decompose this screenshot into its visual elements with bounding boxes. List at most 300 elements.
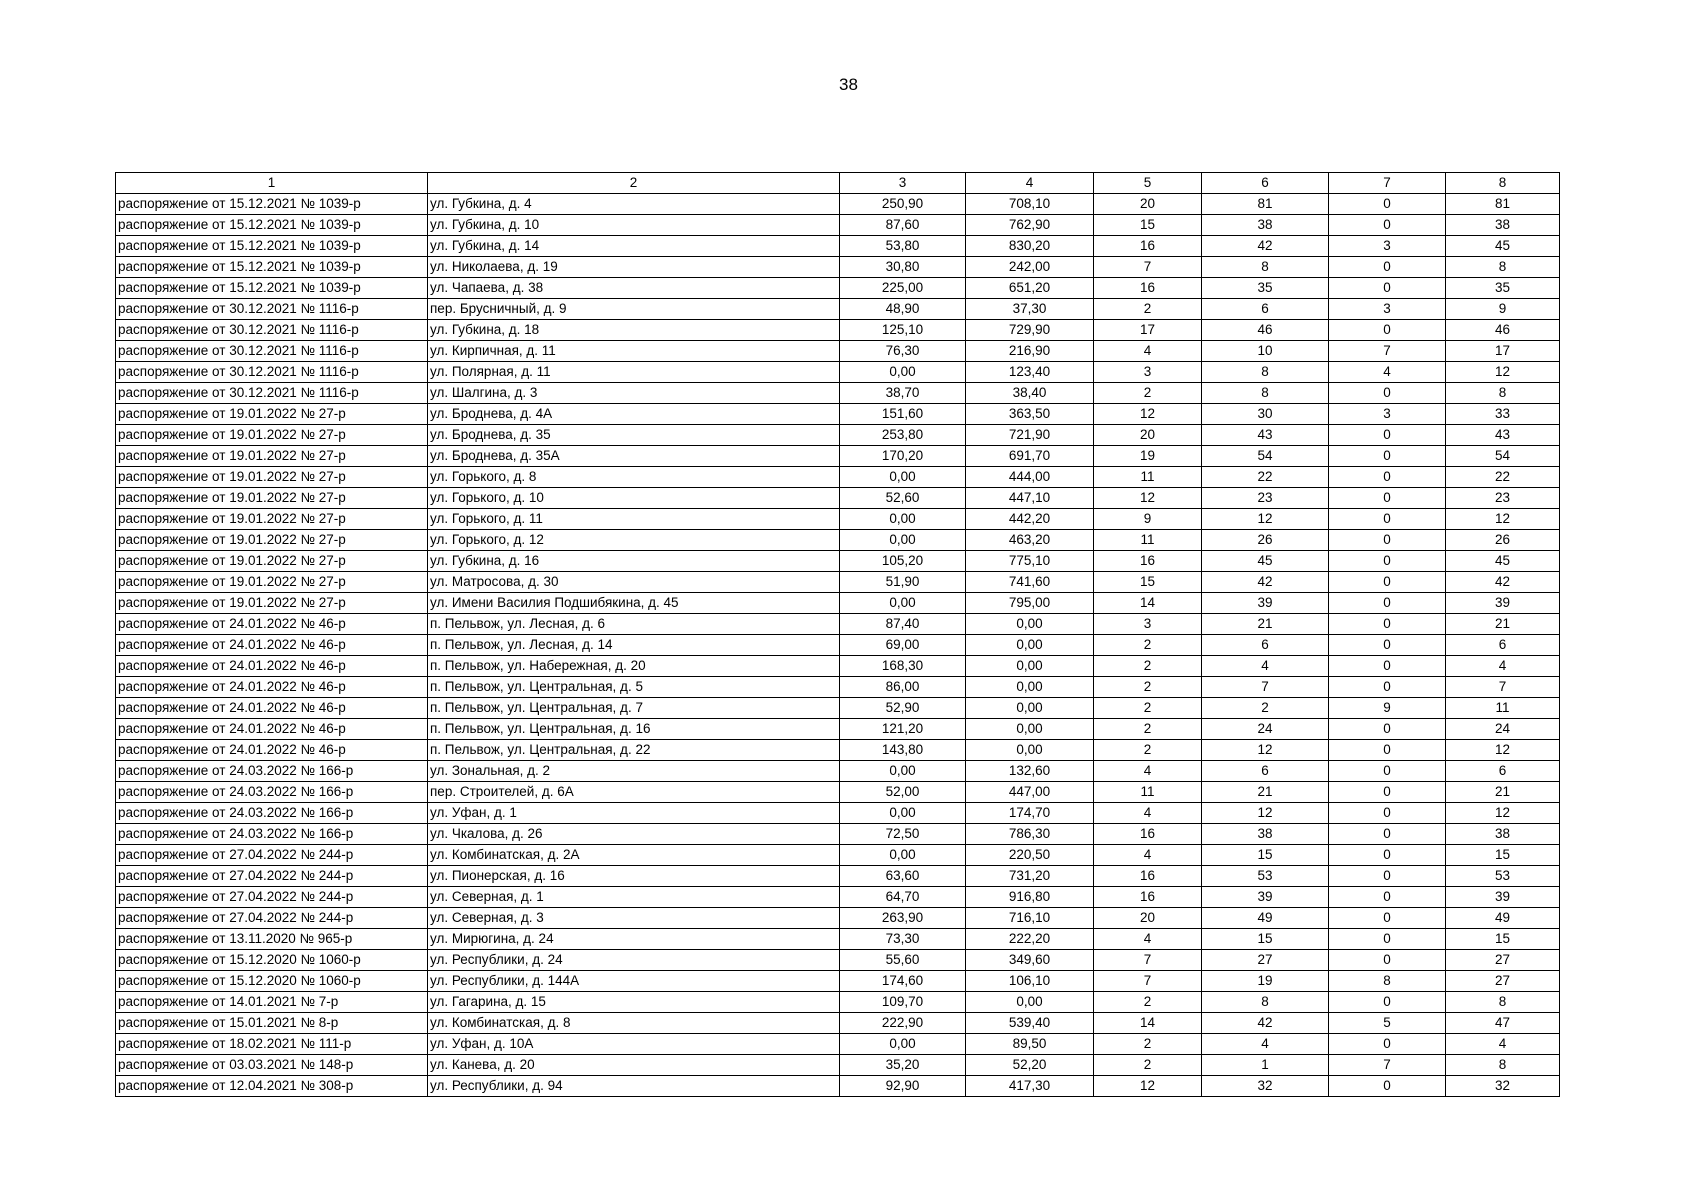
address-cell: ул. Губкина, д. 10 (428, 215, 840, 236)
table-row (116, 362, 1560, 383)
table-row (116, 488, 1560, 509)
value-cell: 51,90 (840, 572, 966, 593)
value-cell: 76,30 (840, 341, 966, 362)
address-cell: ул. Республики, д. 24 (428, 950, 840, 971)
document-cell: распоряжение от 18.02.2021 № 111-р (116, 1034, 428, 1055)
value-cell: 81 (1446, 194, 1560, 215)
value-cell: 12 (1202, 740, 1329, 761)
address-cell: ул. Уфан, д. 10А (428, 1034, 840, 1055)
value-cell: 0,00 (966, 677, 1094, 698)
value-cell: 8 (1202, 383, 1329, 404)
value-cell: 52,60 (840, 488, 966, 509)
document-cell: распоряжение от 19.01.2022 № 27-р (116, 551, 428, 572)
value-cell: 22 (1446, 467, 1560, 488)
value-cell: 11 (1446, 698, 1560, 719)
value-cell: 12 (1446, 362, 1560, 383)
value-cell: 0,00 (840, 509, 966, 530)
value-cell: 363,50 (966, 404, 1094, 425)
value-cell: 20 (1094, 194, 1202, 215)
value-cell: 12 (1446, 740, 1560, 761)
value-cell: 2 (1094, 635, 1202, 656)
value-cell: 6 (1446, 761, 1560, 782)
value-cell: 417,30 (966, 1076, 1094, 1097)
value-cell: 47 (1446, 1013, 1560, 1034)
table-row (116, 908, 1560, 929)
address-cell: ул. Северная, д. 1 (428, 887, 840, 908)
value-cell: 12 (1094, 1076, 1202, 1097)
value-cell: 23 (1446, 488, 1560, 509)
value-cell: 786,30 (966, 824, 1094, 845)
table-row (116, 824, 1560, 845)
value-cell: 35,20 (840, 1055, 966, 1076)
table-row (116, 887, 1560, 908)
value-cell: 73,30 (840, 929, 966, 950)
value-cell: 23 (1202, 488, 1329, 509)
value-cell: 3 (1094, 614, 1202, 635)
value-cell: 0 (1329, 551, 1446, 572)
value-cell: 8 (1329, 971, 1446, 992)
value-cell: 38 (1202, 824, 1329, 845)
address-cell: ул. Канева, д. 20 (428, 1055, 840, 1076)
document-cell: распоряжение от 24.01.2022 № 46-р (116, 740, 428, 761)
value-cell: 4 (1094, 341, 1202, 362)
value-cell: 39 (1202, 593, 1329, 614)
value-cell: 0 (1329, 929, 1446, 950)
address-cell: ул. Чкалова, д. 26 (428, 824, 840, 845)
value-cell: 2 (1094, 656, 1202, 677)
value-cell: 15 (1446, 929, 1560, 950)
document-cell: распоряжение от 24.01.2022 № 46-р (116, 614, 428, 635)
value-cell: 7 (1094, 257, 1202, 278)
value-cell: 4 (1094, 929, 1202, 950)
value-cell: 0 (1329, 1076, 1446, 1097)
document-cell: распоряжение от 27.04.2022 № 244-р (116, 908, 428, 929)
value-cell: 69,00 (840, 635, 966, 656)
value-cell: 39 (1446, 593, 1560, 614)
table-row (116, 1076, 1560, 1097)
value-cell: 729,90 (966, 320, 1094, 341)
value-cell: 0,00 (966, 614, 1094, 635)
value-cell: 15 (1094, 215, 1202, 236)
value-cell: 24 (1446, 719, 1560, 740)
value-cell: 447,00 (966, 782, 1094, 803)
document-cell: распоряжение от 12.04.2021 № 308-р (116, 1076, 428, 1097)
address-cell: ул. Республики, д. 94 (428, 1076, 840, 1097)
value-cell: 0 (1329, 1034, 1446, 1055)
value-cell: 16 (1094, 887, 1202, 908)
address-cell: ул. Матросова, д. 30 (428, 572, 840, 593)
document-cell: распоряжение от 24.01.2022 № 46-р (116, 677, 428, 698)
address-cell: п. Пельвож, ул. Центральная, д. 5 (428, 677, 840, 698)
address-cell: ул. Горького, д. 11 (428, 509, 840, 530)
value-cell: 64,70 (840, 887, 966, 908)
table-row (116, 236, 1560, 257)
value-cell: 17 (1446, 341, 1560, 362)
value-cell: 2 (1094, 992, 1202, 1013)
page-number: 38 (839, 75, 858, 94)
value-cell: 830,20 (966, 236, 1094, 257)
address-cell: ул. Николаева, д. 19 (428, 257, 840, 278)
value-cell: 11 (1094, 782, 1202, 803)
address-cell: ул. Северная, д. 3 (428, 908, 840, 929)
value-cell: 86,00 (840, 677, 966, 698)
value-cell: 9 (1446, 299, 1560, 320)
table-row (116, 761, 1560, 782)
address-cell: п. Пельвож, ул. Набережная, д. 20 (428, 656, 840, 677)
value-cell: 39 (1202, 887, 1329, 908)
value-cell: 12 (1446, 509, 1560, 530)
value-cell: 7 (1094, 950, 1202, 971)
value-cell: 0,00 (840, 467, 966, 488)
value-cell: 2 (1094, 677, 1202, 698)
value-cell: 43 (1446, 425, 1560, 446)
value-cell: 0,00 (966, 698, 1094, 719)
value-cell: 9 (1329, 698, 1446, 719)
value-cell: 54 (1202, 446, 1329, 467)
value-cell: 4 (1446, 656, 1560, 677)
document-cell: распоряжение от 24.03.2022 № 166-р (116, 824, 428, 845)
value-cell: 20 (1094, 908, 1202, 929)
table-row (116, 1034, 1560, 1055)
column-header: 5 (1094, 173, 1202, 194)
value-cell: 87,40 (840, 614, 966, 635)
address-cell: ул. Горького, д. 12 (428, 530, 840, 551)
value-cell: 0 (1329, 677, 1446, 698)
value-cell: 45 (1446, 551, 1560, 572)
value-cell: 10 (1202, 341, 1329, 362)
table-row (116, 530, 1560, 551)
value-cell: 45 (1446, 236, 1560, 257)
value-cell: 8 (1202, 362, 1329, 383)
value-cell: 53 (1446, 866, 1560, 887)
table-row (116, 845, 1560, 866)
address-cell: ул. Полярная, д. 11 (428, 362, 840, 383)
document-cell: распоряжение от 30.12.2021 № 1116-р (116, 320, 428, 341)
address-cell: ул. Комбинатская, д. 8 (428, 1013, 840, 1034)
document-cell: распоряжение от 15.12.2021 № 1039-р (116, 236, 428, 257)
value-cell: 444,00 (966, 467, 1094, 488)
address-cell: ул. Броднева, д. 35А (428, 446, 840, 467)
value-cell: 17 (1094, 320, 1202, 341)
table-row (116, 383, 1560, 404)
column-header: 2 (428, 173, 840, 194)
table-row (116, 677, 1560, 698)
value-cell: 0 (1329, 908, 1446, 929)
value-cell: 0 (1329, 467, 1446, 488)
value-cell: 0 (1329, 740, 1446, 761)
document-cell: распоряжение от 30.12.2021 № 1116-р (116, 299, 428, 320)
value-cell: 0 (1329, 572, 1446, 593)
document-cell: распоряжение от 19.01.2022 № 27-р (116, 572, 428, 593)
value-cell: 16 (1094, 278, 1202, 299)
value-cell: 63,60 (840, 866, 966, 887)
value-cell: 0 (1329, 992, 1446, 1013)
value-cell: 46 (1446, 320, 1560, 341)
value-cell: 33 (1446, 404, 1560, 425)
value-cell: 0 (1329, 824, 1446, 845)
value-cell: 35 (1446, 278, 1560, 299)
table-row (116, 509, 1560, 530)
value-cell: 216,90 (966, 341, 1094, 362)
value-cell: 46 (1202, 320, 1329, 341)
value-cell: 3 (1329, 404, 1446, 425)
table-row (116, 446, 1560, 467)
value-cell: 8 (1446, 257, 1560, 278)
value-cell: 7 (1446, 677, 1560, 698)
value-cell: 0 (1329, 257, 1446, 278)
value-cell: 132,60 (966, 761, 1094, 782)
value-cell: 42 (1446, 572, 1560, 593)
value-cell: 2 (1202, 698, 1329, 719)
value-cell: 0,00 (840, 530, 966, 551)
value-cell: 0 (1329, 593, 1446, 614)
table-row (116, 194, 1560, 215)
value-cell: 220,50 (966, 845, 1094, 866)
value-cell: 762,90 (966, 215, 1094, 236)
value-cell: 39 (1446, 887, 1560, 908)
value-cell: 0,00 (840, 1034, 966, 1055)
value-cell: 8 (1446, 1055, 1560, 1076)
document-cell: распоряжение от 03.03.2021 № 148-р (116, 1055, 428, 1076)
value-cell: 6 (1202, 635, 1329, 656)
document-cell: распоряжение от 30.12.2021 № 1116-р (116, 341, 428, 362)
value-cell: 7 (1329, 341, 1446, 362)
value-cell: 0,00 (840, 803, 966, 824)
table-row (116, 425, 1560, 446)
table-row (116, 803, 1560, 824)
document-cell: распоряжение от 27.04.2022 № 244-р (116, 866, 428, 887)
value-cell: 447,10 (966, 488, 1094, 509)
value-cell: 35 (1202, 278, 1329, 299)
value-cell: 30 (1202, 404, 1329, 425)
address-cell: ул. Броднева, д. 4А (428, 404, 840, 425)
value-cell: 539,40 (966, 1013, 1094, 1034)
value-cell: 14 (1094, 1013, 1202, 1034)
value-cell: 0 (1329, 950, 1446, 971)
value-cell: 0,00 (966, 635, 1094, 656)
value-cell: 42 (1202, 1013, 1329, 1034)
value-cell: 0,00 (966, 740, 1094, 761)
value-cell: 21 (1202, 782, 1329, 803)
value-cell: 15 (1446, 845, 1560, 866)
table-row (116, 740, 1560, 761)
value-cell: 37,30 (966, 299, 1094, 320)
value-cell: 4 (1446, 1034, 1560, 1055)
address-cell: пер. Брусничный, д. 9 (428, 299, 840, 320)
value-cell: 27 (1446, 971, 1560, 992)
value-cell: 253,80 (840, 425, 966, 446)
value-cell: 151,60 (840, 404, 966, 425)
value-cell: 4 (1094, 845, 1202, 866)
value-cell: 12 (1094, 488, 1202, 509)
document-cell: распоряжение от 15.12.2020 № 1060-р (116, 950, 428, 971)
address-cell: ул. Губкина, д. 14 (428, 236, 840, 257)
address-cell: ул. Имени Василия Подшибякина, д. 45 (428, 593, 840, 614)
value-cell: 0 (1329, 446, 1446, 467)
document-cell: распоряжение от 24.01.2022 № 46-р (116, 719, 428, 740)
value-cell: 26 (1202, 530, 1329, 551)
value-cell: 3 (1329, 299, 1446, 320)
value-cell: 87,60 (840, 215, 966, 236)
value-cell: 250,90 (840, 194, 966, 215)
address-cell: ул. Чапаева, д. 38 (428, 278, 840, 299)
table-row (116, 635, 1560, 656)
address-cell: п. Пельвож, ул. Центральная, д. 16 (428, 719, 840, 740)
value-cell: 0,00 (966, 992, 1094, 1013)
table-row (116, 782, 1560, 803)
address-cell: ул. Гагарина, д. 15 (428, 992, 840, 1013)
column-header: 7 (1329, 173, 1446, 194)
table-row (116, 593, 1560, 614)
document-cell: распоряжение от 19.01.2022 № 27-р (116, 446, 428, 467)
document-cell: распоряжение от 24.03.2022 № 166-р (116, 782, 428, 803)
value-cell: 4 (1202, 656, 1329, 677)
value-cell: 32 (1202, 1076, 1329, 1097)
document-cell: распоряжение от 14.01.2021 № 7-р (116, 992, 428, 1013)
value-cell: 53,80 (840, 236, 966, 257)
value-cell: 15 (1202, 929, 1329, 950)
value-cell: 12 (1446, 803, 1560, 824)
value-cell: 916,80 (966, 887, 1094, 908)
value-cell: 109,70 (840, 992, 966, 1013)
value-cell: 721,90 (966, 425, 1094, 446)
value-cell: 5 (1329, 1013, 1446, 1034)
value-cell: 24 (1202, 719, 1329, 740)
value-cell: 0 (1329, 488, 1446, 509)
value-cell: 7 (1329, 1055, 1446, 1076)
value-cell: 49 (1202, 908, 1329, 929)
address-cell: ул. Мирюгина, д. 24 (428, 929, 840, 950)
document-cell: распоряжение от 15.12.2020 № 1060-р (116, 971, 428, 992)
value-cell: 442,20 (966, 509, 1094, 530)
value-cell: 6 (1202, 299, 1329, 320)
value-cell: 2 (1094, 383, 1202, 404)
table-row (116, 257, 1560, 278)
table-row (116, 719, 1560, 740)
value-cell: 2 (1094, 1034, 1202, 1055)
value-cell: 38 (1446, 215, 1560, 236)
table-row (116, 320, 1560, 341)
value-cell: 691,70 (966, 446, 1094, 467)
document-cell: распоряжение от 15.01.2021 № 8-р (116, 1013, 428, 1034)
value-cell: 0,00 (840, 593, 966, 614)
value-cell: 0 (1329, 866, 1446, 887)
value-cell: 15 (1094, 572, 1202, 593)
table-row (116, 551, 1560, 572)
column-header: 6 (1202, 173, 1329, 194)
value-cell: 27 (1202, 950, 1329, 971)
address-cell: ул. Горького, д. 8 (428, 467, 840, 488)
value-cell: 0 (1329, 383, 1446, 404)
value-cell: 4 (1202, 1034, 1329, 1055)
value-cell: 0 (1329, 635, 1446, 656)
document-cell: распоряжение от 19.01.2022 № 27-р (116, 425, 428, 446)
table-row (116, 698, 1560, 719)
document-cell: распоряжение от 30.12.2021 № 1116-р (116, 362, 428, 383)
address-cell: п. Пельвож, ул. Лесная, д. 6 (428, 614, 840, 635)
document-cell: распоряжение от 24.01.2022 № 46-р (116, 635, 428, 656)
value-cell: 12 (1202, 803, 1329, 824)
value-cell: 174,60 (840, 971, 966, 992)
value-cell: 0 (1329, 530, 1446, 551)
table-row (116, 992, 1560, 1013)
value-cell: 8 (1202, 257, 1329, 278)
table-body (116, 194, 1560, 1097)
document-cell: распоряжение от 19.01.2022 № 27-р (116, 488, 428, 509)
value-cell: 0 (1329, 215, 1446, 236)
value-cell: 0 (1329, 425, 1446, 446)
value-cell: 0,00 (840, 845, 966, 866)
value-cell: 11 (1094, 530, 1202, 551)
value-cell: 53 (1202, 866, 1329, 887)
value-cell: 52,20 (966, 1055, 1094, 1076)
column-header: 4 (966, 173, 1094, 194)
value-cell: 19 (1094, 446, 1202, 467)
value-cell: 42 (1202, 572, 1329, 593)
value-cell: 7 (1202, 677, 1329, 698)
document-cell: распоряжение от 15.12.2021 № 1039-р (116, 194, 428, 215)
address-cell: ул. Губкина, д. 16 (428, 551, 840, 572)
value-cell: 775,10 (966, 551, 1094, 572)
value-cell: 3 (1094, 362, 1202, 383)
table-row (116, 299, 1560, 320)
column-header: 1 (116, 173, 428, 194)
value-cell: 222,20 (966, 929, 1094, 950)
value-cell: 21 (1446, 614, 1560, 635)
value-cell: 795,00 (966, 593, 1094, 614)
value-cell: 0,00 (966, 719, 1094, 740)
value-cell: 2 (1094, 698, 1202, 719)
address-cell: п. Пельвож, ул. Центральная, д. 22 (428, 740, 840, 761)
value-cell: 225,00 (840, 278, 966, 299)
value-cell: 4 (1094, 803, 1202, 824)
value-cell: 20 (1094, 425, 1202, 446)
table-row (116, 467, 1560, 488)
table-row (116, 278, 1560, 299)
document-cell: распоряжение от 24.03.2022 № 166-р (116, 761, 428, 782)
value-cell: 0 (1329, 614, 1446, 635)
value-cell: 8 (1202, 992, 1329, 1013)
value-cell: 52,00 (840, 782, 966, 803)
value-cell: 2 (1094, 299, 1202, 320)
document-cell: распоряжение от 24.01.2022 № 46-р (116, 656, 428, 677)
value-cell: 0 (1329, 194, 1446, 215)
value-cell: 22 (1202, 467, 1329, 488)
address-cell: п. Пельвож, ул. Лесная, д. 14 (428, 635, 840, 656)
value-cell: 242,00 (966, 257, 1094, 278)
value-cell: 0,00 (840, 362, 966, 383)
value-cell: 731,20 (966, 866, 1094, 887)
value-cell: 12 (1202, 509, 1329, 530)
data-table (115, 172, 1560, 1097)
table-row (116, 614, 1560, 635)
document-cell: распоряжение от 19.01.2022 № 27-р (116, 509, 428, 530)
document-cell: распоряжение от 19.01.2022 № 27-р (116, 530, 428, 551)
value-cell: 0 (1329, 782, 1446, 803)
value-cell: 4 (1094, 761, 1202, 782)
value-cell: 52,90 (840, 698, 966, 719)
document-cell: распоряжение от 19.01.2022 № 27-р (116, 404, 428, 425)
document-cell: распоряжение от 15.12.2021 № 1039-р (116, 278, 428, 299)
value-cell: 42 (1202, 236, 1329, 257)
value-cell: 81 (1202, 194, 1329, 215)
column-header: 8 (1446, 173, 1560, 194)
value-cell: 2 (1094, 740, 1202, 761)
document-cell: распоряжение от 24.01.2022 № 46-р (116, 698, 428, 719)
value-cell: 2 (1094, 1055, 1202, 1076)
address-cell: ул. Броднева, д. 35 (428, 425, 840, 446)
value-cell: 6 (1202, 761, 1329, 782)
